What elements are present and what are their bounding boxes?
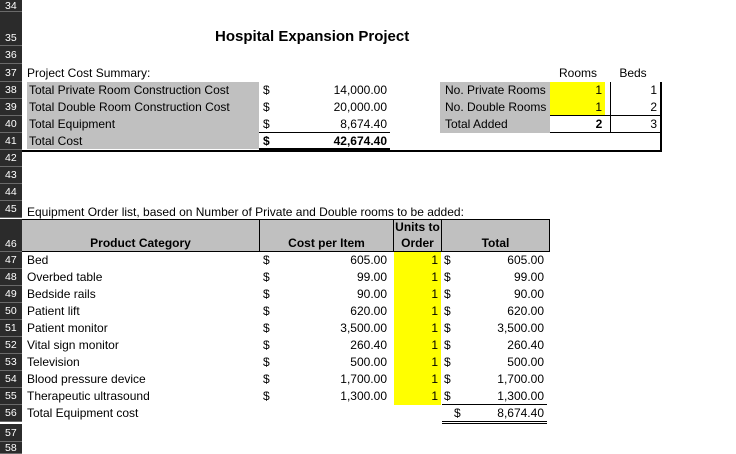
beds-total-value[interactable]: 3 xyxy=(650,117,657,131)
double-rooms-input[interactable]: 1 xyxy=(595,100,602,114)
summary-value-total[interactable]: 42,674.40 xyxy=(333,134,387,148)
row-header[interactable]: 55 xyxy=(0,388,22,405)
item-cost[interactable]: 1,700.00 xyxy=(340,372,387,386)
item-cost[interactable]: 260.40 xyxy=(350,338,387,352)
row-header[interactable]: 40 xyxy=(0,116,22,133)
row-header[interactable]: 38 xyxy=(0,82,22,99)
summary-dollar: $ xyxy=(263,134,270,148)
col-header-cost[interactable]: Cost per Item xyxy=(288,236,365,250)
summary-dollar: $ xyxy=(263,117,270,131)
item-name[interactable]: Bedside rails xyxy=(27,287,96,301)
row-header[interactable]: 57 xyxy=(0,424,22,442)
item-cost-dollar: $ xyxy=(263,270,270,284)
item-cost-dollar: $ xyxy=(263,304,270,318)
item-units-input[interactable]: 1 xyxy=(431,389,438,403)
equipment-total-label[interactable]: Total Equipment cost xyxy=(27,406,139,420)
header-top-border xyxy=(22,219,550,220)
item-total-dollar: $ xyxy=(444,253,451,267)
beds-col-header[interactable]: Beds xyxy=(619,66,647,80)
rooms-label-total[interactable]: Total Added xyxy=(445,117,508,131)
row-header[interactable]: 49 xyxy=(0,286,22,303)
row-header[interactable]: 41 xyxy=(0,133,22,150)
col-header-units-line1[interactable]: Units to xyxy=(395,220,440,234)
item-units-input[interactable]: 1 xyxy=(431,253,438,267)
rooms-col-header[interactable]: Rooms xyxy=(558,66,597,80)
row-header[interactable]: 54 xyxy=(0,371,22,388)
summary-box-bottom xyxy=(22,150,662,152)
item-total[interactable]: 3,500.00 xyxy=(497,321,544,335)
item-cost-dollar: $ xyxy=(263,321,270,335)
beds-left-border xyxy=(610,82,611,133)
summary-value-private[interactable]: 14,000.00 xyxy=(333,83,387,97)
item-cost[interactable]: 500.00 xyxy=(350,355,387,369)
item-units-input[interactable]: 1 xyxy=(431,287,438,301)
item-total[interactable]: 90.00 xyxy=(513,287,544,301)
item-total-dollar: $ xyxy=(444,287,451,301)
item-cost[interactable]: 3,500.00 xyxy=(340,321,387,335)
item-total[interactable]: 260.40 xyxy=(507,338,544,352)
row-header[interactable]: 50 xyxy=(0,303,22,320)
rooms-bottom-line xyxy=(550,132,662,133)
item-total-dollar: $ xyxy=(444,389,451,403)
item-total-dollar: $ xyxy=(444,321,451,335)
item-cost-dollar: $ xyxy=(263,338,270,352)
row-header[interactable]: 42 xyxy=(0,150,22,167)
equipment-total-dollar: $ xyxy=(454,406,461,420)
row-header[interactable]: 43 xyxy=(0,167,22,184)
item-total[interactable]: 500.00 xyxy=(507,355,544,369)
item-total-dollar: $ xyxy=(444,338,451,352)
summary-label-equipment[interactable]: Total Equipment xyxy=(29,117,116,131)
item-cost-dollar: $ xyxy=(263,372,270,386)
item-name[interactable]: Television xyxy=(27,355,80,369)
page-title: Hospital Expansion Project xyxy=(215,28,410,45)
item-cost[interactable]: 605.00 xyxy=(350,253,387,267)
item-cost[interactable]: 90.00 xyxy=(356,287,387,301)
item-cost-dollar: $ xyxy=(263,389,270,403)
item-cost[interactable]: 99.00 xyxy=(356,270,387,284)
item-cost-dollar: $ xyxy=(263,355,270,369)
rooms-label-private[interactable]: No. Private Rooms xyxy=(445,83,546,97)
item-units-input[interactable]: 1 xyxy=(431,304,438,318)
item-cost[interactable]: 620.00 xyxy=(350,304,387,318)
item-total[interactable]: 1,300.00 xyxy=(497,389,544,403)
item-units-input[interactable]: 1 xyxy=(431,338,438,352)
row-header[interactable]: 44 xyxy=(0,184,22,201)
equipment-caption[interactable]: Equipment Order list, based on Number of Private and Double rooms to be added: xyxy=(27,205,464,219)
summary-label-double[interactable]: Total Double Room Construction Cost xyxy=(29,100,230,114)
total-double-line-2 xyxy=(442,423,547,424)
total-sum-line xyxy=(442,404,547,405)
item-total-dollar: $ xyxy=(444,372,451,386)
rooms-sum-line xyxy=(550,115,662,116)
summary-label-total[interactable]: Total Cost xyxy=(29,134,83,148)
item-name[interactable]: Therapeutic ultrasound xyxy=(27,389,150,403)
private-rooms-input[interactable]: 1 xyxy=(595,83,602,97)
header-divider xyxy=(549,219,550,252)
beds-double-value[interactable]: 2 xyxy=(650,100,657,114)
row-header[interactable]: 36 xyxy=(0,46,22,64)
item-units-input[interactable]: 1 xyxy=(431,372,438,386)
summary-value-double[interactable]: 20,000.00 xyxy=(333,100,387,114)
equipment-total-value[interactable]: 8,674.40 xyxy=(497,406,544,420)
beds-private-value[interactable]: 1 xyxy=(650,83,657,97)
row-header[interactable]: 46 xyxy=(0,219,22,252)
row-header[interactable]: 37 xyxy=(0,64,22,82)
summary-label-private[interactable]: Total Private Room Construction Cost xyxy=(29,83,230,97)
item-name[interactable]: Patient monitor xyxy=(27,321,108,335)
item-total[interactable]: 99.00 xyxy=(513,270,544,284)
summary-dollar: $ xyxy=(263,83,270,97)
item-name[interactable]: Blood pressure device xyxy=(27,372,146,386)
item-units-input[interactable]: 1 xyxy=(431,321,438,335)
item-cost[interactable]: 1,300.00 xyxy=(340,389,387,403)
item-units-input[interactable]: 1 xyxy=(431,270,438,284)
item-name[interactable]: Vital sign monitor xyxy=(27,338,119,352)
summary-heading[interactable]: Project Cost Summary: xyxy=(27,66,151,80)
row-header[interactable]: 45 xyxy=(0,201,22,218)
item-total[interactable]: 620.00 xyxy=(507,304,544,318)
summary-sum-line xyxy=(259,132,390,133)
row-header[interactable]: 52 xyxy=(0,337,22,354)
item-name[interactable]: Patient lift xyxy=(27,304,80,318)
item-total-dollar: $ xyxy=(444,355,451,369)
item-total[interactable]: 1,700.00 xyxy=(497,372,544,386)
item-name[interactable]: Bed xyxy=(27,253,49,267)
summary-value-equipment[interactable]: 8,674.40 xyxy=(340,117,387,131)
row-header[interactable]: 47 xyxy=(0,252,22,269)
row-header[interactable]: 34 xyxy=(0,0,22,12)
col-header-category[interactable]: Product Category xyxy=(90,236,191,250)
total-double-line-1 xyxy=(442,421,547,422)
row-header[interactable]: 48 xyxy=(0,269,22,286)
col-header-total[interactable]: Total xyxy=(481,236,510,250)
row-header[interactable]: 53 xyxy=(0,354,22,371)
row-header[interactable]: 35 xyxy=(0,12,22,46)
item-units-input[interactable]: 1 xyxy=(431,355,438,369)
col-header-units-line2[interactable]: Order xyxy=(401,236,434,250)
item-total[interactable]: 605.00 xyxy=(507,253,544,267)
row-header[interactable]: 51 xyxy=(0,320,22,337)
item-total-dollar: $ xyxy=(444,270,451,284)
rooms-label-double[interactable]: No. Double Rooms xyxy=(445,100,547,114)
row-header[interactable]: 39 xyxy=(0,99,22,116)
summary-box-right xyxy=(660,82,662,152)
item-name[interactable]: Overbed table xyxy=(27,270,103,284)
item-total-dollar: $ xyxy=(444,304,451,318)
row-header[interactable]: 58 xyxy=(0,442,22,454)
row-header[interactable]: 56 xyxy=(0,405,22,422)
summary-dollar: $ xyxy=(263,100,270,114)
item-cost-dollar: $ xyxy=(263,287,270,301)
rooms-total-value[interactable]: 2 xyxy=(595,117,603,131)
item-cost-dollar: $ xyxy=(263,253,270,267)
